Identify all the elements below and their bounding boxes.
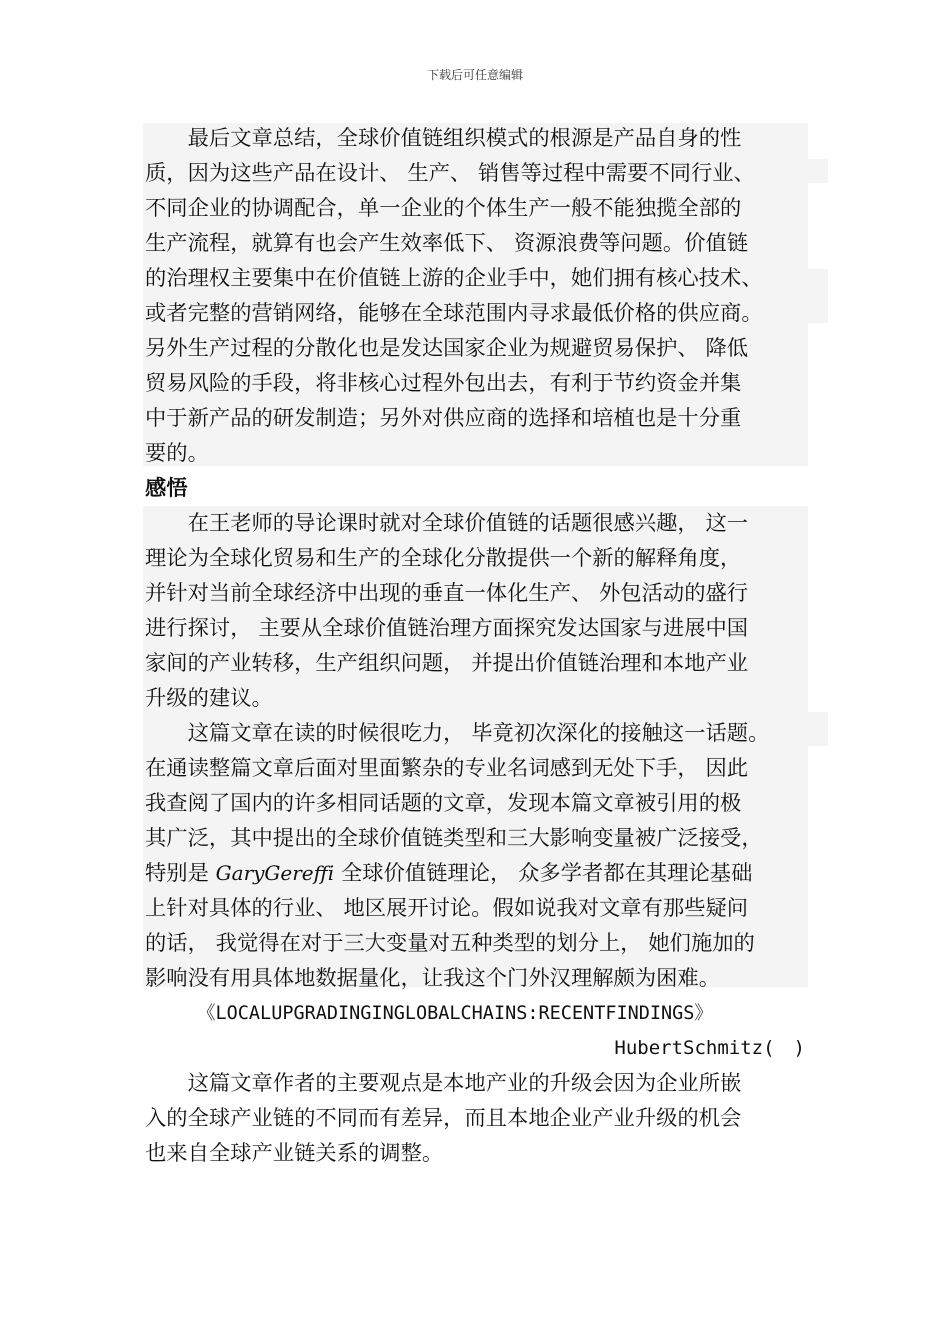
text-line: 这篇文章作者的主要观点是本地产业的升级会因为企业所嵌: [145, 1071, 742, 1096]
text-line: 并针对当前全球经济中出现的垂直一体化生产、 外包活动的盛行: [145, 581, 749, 606]
text-fragment: 全球价值链理论， 众多学者都在其理论基础: [334, 861, 753, 886]
text-line: 或者完整的营销网络，能够在全球范围内寻求最低价格的供应商。: [145, 301, 763, 326]
text-line: 最后文章总结，全球价值链组织模式的根源是产品自身的性: [145, 126, 742, 151]
page-header: 下载后可任意编辑: [426, 68, 523, 82]
article-title: 《LOCALUPGRADINGINGLOBALCHAINS:RECENTFINDINGS》: [197, 1003, 713, 1024]
text-line: 升级的建议。: [145, 686, 273, 711]
section-heading: 感悟: [145, 476, 188, 501]
text-line: 进行探讨， 主要从全球价值链治理方面探究发达国家与进展中国: [145, 616, 749, 641]
text-line: 这篇文章在读的时候很吃力， 毕竟初次深化的接触这一话题。: [145, 721, 770, 746]
document-body: [145, 121, 835, 1171]
paragraph-reflection: [145, 506, 835, 716]
text-line: 的治理权主要集中在价值链上游的企业手中，她们拥有核心技术、: [145, 266, 763, 291]
text-line: 不同企业的协调配合，单一企业的个体生产一般不能独揽全部的: [145, 196, 742, 221]
author-name-italic: GaryGereffi: [215, 861, 335, 885]
text-line: 贸易风险的手段，将非核心过程外包出去，有利于节约资金并集: [145, 371, 742, 396]
paragraph-summary: [145, 121, 835, 471]
text-line: 要的。: [145, 441, 209, 466]
text-line: 其广泛，其中提出的全球价值链类型和三大影响变量被广泛接受，: [145, 826, 763, 851]
text-line: 影响没有用具体地数据量化，让我这个门外汉理解颇为困难。: [145, 966, 721, 991]
paragraph-article-view: [145, 1066, 835, 1171]
text-line: 也来自全球产业链关系的调整。: [145, 1141, 444, 1166]
text-line: 我查阅了国内的许多相同话题的文章，发现本篇文章被引用的极: [145, 791, 742, 816]
paragraph-reading-notes: [145, 716, 835, 996]
text-line: 在王老师的导论课时就对全球价值链的话题很感兴趣， 这一: [145, 511, 749, 536]
text-line: [145, 856, 835, 891]
text-line: 质，因为这些产品在设计、 生产、 销售等过程中需要不同行业、: [145, 161, 755, 186]
text-fragment: 特别是: [145, 861, 216, 886]
text-line: 中于新产品的研发制造；另外对供应商的选择和培植也是十分重: [145, 406, 742, 431]
text-line: 在通读整篇文章后面对里面繁杂的专业名词感到无处下手， 因此: [145, 756, 749, 781]
text-line: 另外生产过程的分散化也是发达国家企业为规避贸易保护、 降低: [145, 336, 749, 361]
text-line: 上针对具体的行业、 地区展开讨论。假如说我对文章有那些疑问: [145, 896, 749, 921]
text-line: 入的全球产业链的不同而有差异，而且本地企业产业升级的机会: [145, 1106, 742, 1131]
text-line: 的话， 我觉得在对于三大变量对五种类型的划分上， 她们施加的: [145, 931, 755, 956]
text-line: 理论为全球化贸易和生产的全球化分散提供一个新的解释角度，: [145, 546, 742, 571]
article-author: HubertSchmitz( ): [614, 1037, 805, 1059]
text-line: 家间的产业转移，生产组织问题， 并提出价值链治理和本地产业: [145, 651, 749, 676]
text-line: 生产流程，就算有也会产生效率低下、 资源浪费等问题。价值链: [145, 231, 749, 256]
